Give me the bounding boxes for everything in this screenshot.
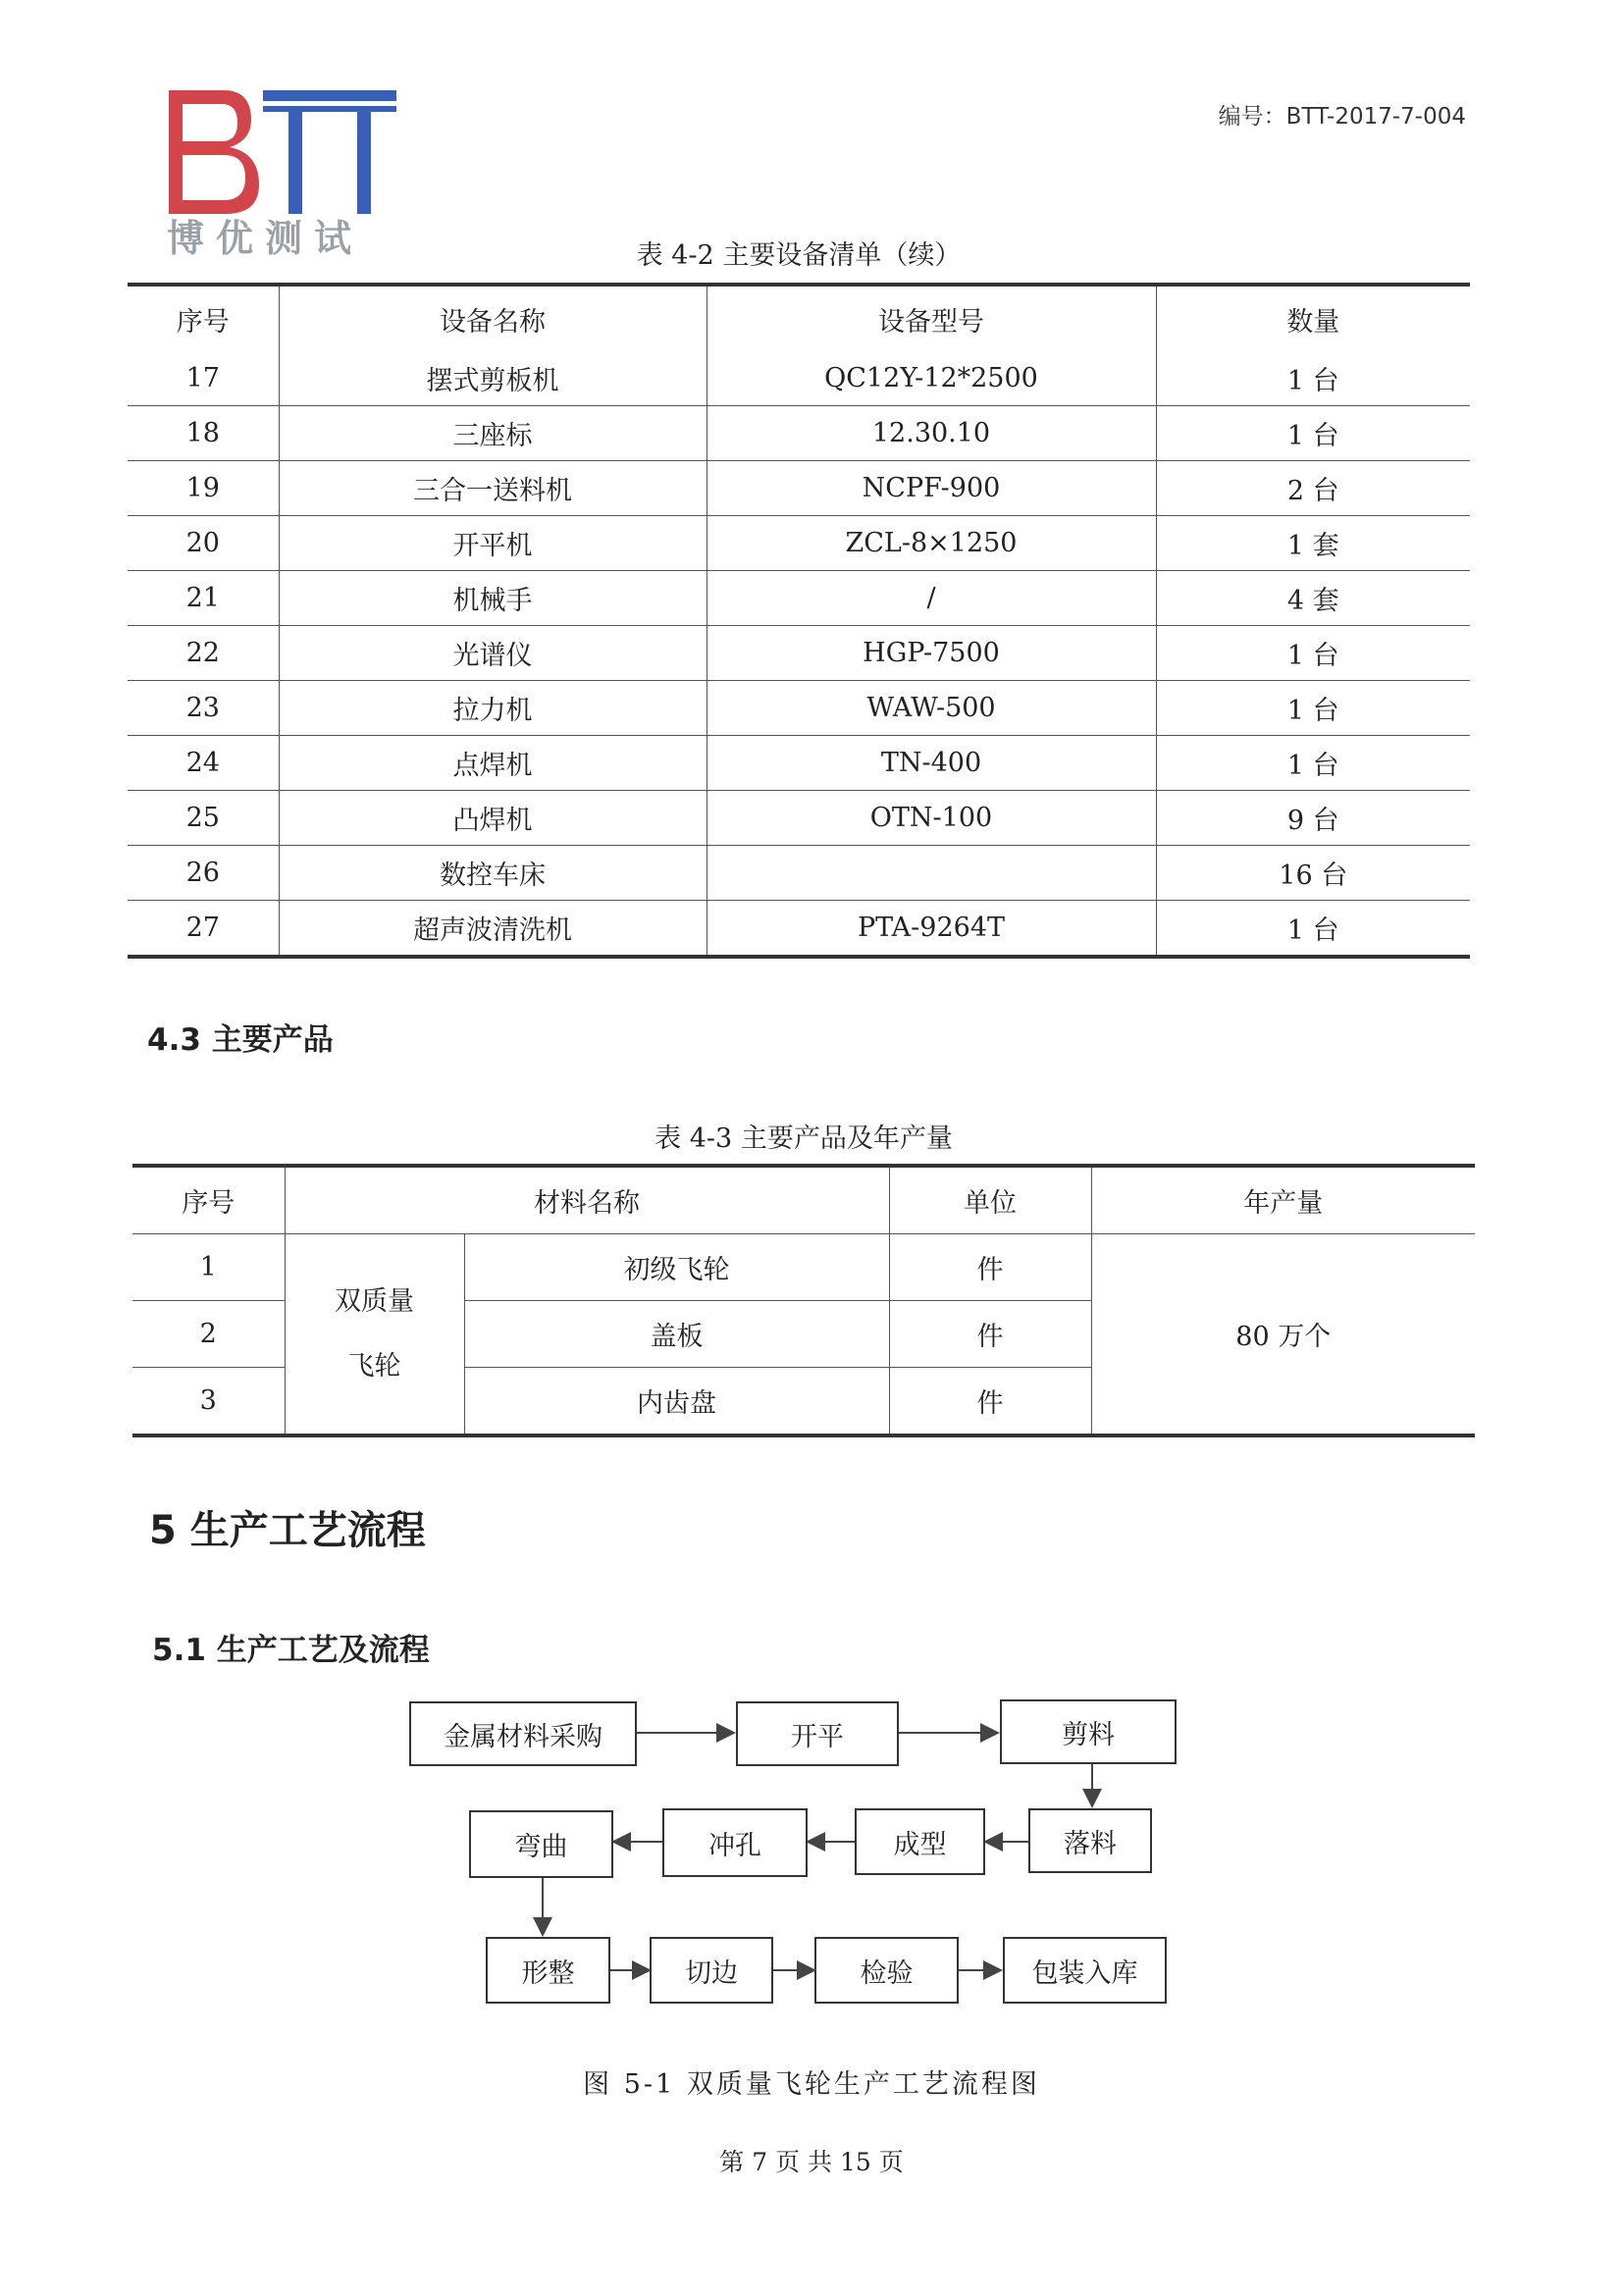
equipment-model: WAW-500	[707, 681, 1156, 736]
equipment-name: 点焊机	[279, 736, 707, 791]
equipment-name: 光谱仪	[279, 626, 707, 681]
header-cell: 序号	[128, 285, 279, 351]
header-cell: 设备名称	[279, 285, 707, 351]
row-number: 2	[132, 1301, 285, 1368]
unit: 件	[889, 1368, 1091, 1436]
material-name: 初级飞轮	[464, 1234, 889, 1301]
quantity: 1 台	[1156, 681, 1470, 736]
flow-step-punching: 冲孔	[662, 1808, 808, 1877]
flow-step-shearing: 剪料	[1000, 1699, 1177, 1764]
product-group-line2: 飞轮	[347, 1350, 401, 1382]
unit: 件	[889, 1234, 1091, 1301]
quantity: 1 台	[1156, 351, 1470, 406]
row-number: 24	[128, 736, 279, 791]
quantity: 9 台	[1156, 791, 1470, 846]
page-number: 第 7 页 共 15 页	[719, 2148, 904, 2176]
equipment-name: 凸焊机	[279, 791, 707, 846]
annual-output: 80 万个	[1091, 1234, 1475, 1436]
flow-step-packaging: 包装入库	[1003, 1937, 1167, 2004]
material-name: 内齿盘	[464, 1368, 889, 1436]
row-number: 18	[128, 406, 279, 461]
row-number: 19	[128, 461, 279, 516]
equipment-name: 三合一送料机	[279, 461, 707, 516]
header-cell: 单位	[889, 1166, 1091, 1234]
header-cell: 材料名称	[285, 1166, 889, 1234]
figure-caption: 图 5-1 双质量飞轮生产工艺流程图	[583, 2069, 1040, 2100]
quantity: 1 台	[1286, 915, 1339, 946]
product-group-line1: 双质量	[335, 1285, 414, 1317]
quantity: 16 台	[1156, 846, 1470, 901]
quantity: 2 台	[1156, 461, 1470, 516]
equipment-model: PTA-9264T	[707, 901, 1156, 958]
row-number: 25	[128, 791, 279, 846]
equipment-model: NCPF-900	[707, 461, 1156, 516]
logo-subtitle: 博优测试	[167, 216, 364, 260]
equipment-model: HGP-7500	[707, 626, 1156, 681]
header-cell: 设备型号	[707, 285, 1156, 351]
quantity: 1 台	[1156, 736, 1470, 791]
equipment-name: 三座标	[279, 406, 707, 461]
row-number: 23	[128, 681, 279, 736]
flow-step-trimming: 切边	[650, 1937, 773, 2004]
equipment-model: 12.30.10	[707, 406, 1156, 461]
flow-step-blanking: 落料	[1028, 1808, 1152, 1873]
quantity: 1 台	[1156, 406, 1470, 461]
flow-step-procurement: 金属材料采购	[409, 1701, 637, 1766]
section-4-3-title: 4.3 主要产品	[147, 1022, 334, 1058]
header-cell: 年产量	[1091, 1166, 1475, 1234]
material-name: 盖板	[464, 1301, 889, 1368]
flow-step-bending: 弯曲	[469, 1810, 613, 1878]
row-number: 26	[128, 846, 279, 901]
equipment-name: 机械手	[279, 571, 707, 626]
equipment-model: ZCL-8×1250	[707, 516, 1156, 571]
header-cell: 数量	[1286, 306, 1340, 338]
equipment-model: QC12Y-12*2500	[707, 351, 1156, 406]
flow-step-leveling: 开平	[736, 1701, 899, 1766]
row-number: 21	[128, 571, 279, 626]
unit: 件	[889, 1301, 1091, 1368]
document-number: 编号：BTT-2017-7-004	[1218, 104, 1466, 130]
row-number: 27	[128, 901, 279, 958]
quantity: 1 套	[1156, 516, 1470, 571]
equipment-model: /	[707, 571, 1156, 626]
equipment-model: OTN-100	[707, 791, 1156, 846]
flow-step-forming: 成型	[855, 1808, 985, 1875]
flow-step-inspection: 检验	[814, 1937, 959, 2004]
row-number: 22	[128, 626, 279, 681]
equipment-name: 摆式剪板机	[279, 351, 707, 406]
table1-caption: 表 4-2 主要设备清单（续）	[636, 240, 962, 271]
row-number: 1	[132, 1234, 285, 1301]
section-5-1-title: 5.1 生产工艺及流程	[152, 1633, 430, 1668]
row-number: 3	[132, 1368, 285, 1436]
flow-step-shaping: 形整	[486, 1937, 610, 2004]
quantity: 1 台	[1156, 626, 1470, 681]
section-5-title: 5 生产工艺流程	[149, 1508, 426, 1553]
equipment-name: 拉力机	[279, 681, 707, 736]
table2-caption: 表 4-3 主要产品及年产量	[654, 1123, 953, 1154]
quantity: 4 套	[1156, 571, 1470, 626]
equipment-model: TN-400	[707, 736, 1156, 791]
equipment-name: 开平机	[279, 516, 707, 571]
equipment-name: 数控车床	[279, 846, 707, 901]
header-cell: 序号	[132, 1166, 285, 1234]
equipment-name: 超声波清洗机	[279, 901, 707, 958]
row-number: 20	[128, 516, 279, 571]
row-number: 17	[128, 351, 279, 406]
